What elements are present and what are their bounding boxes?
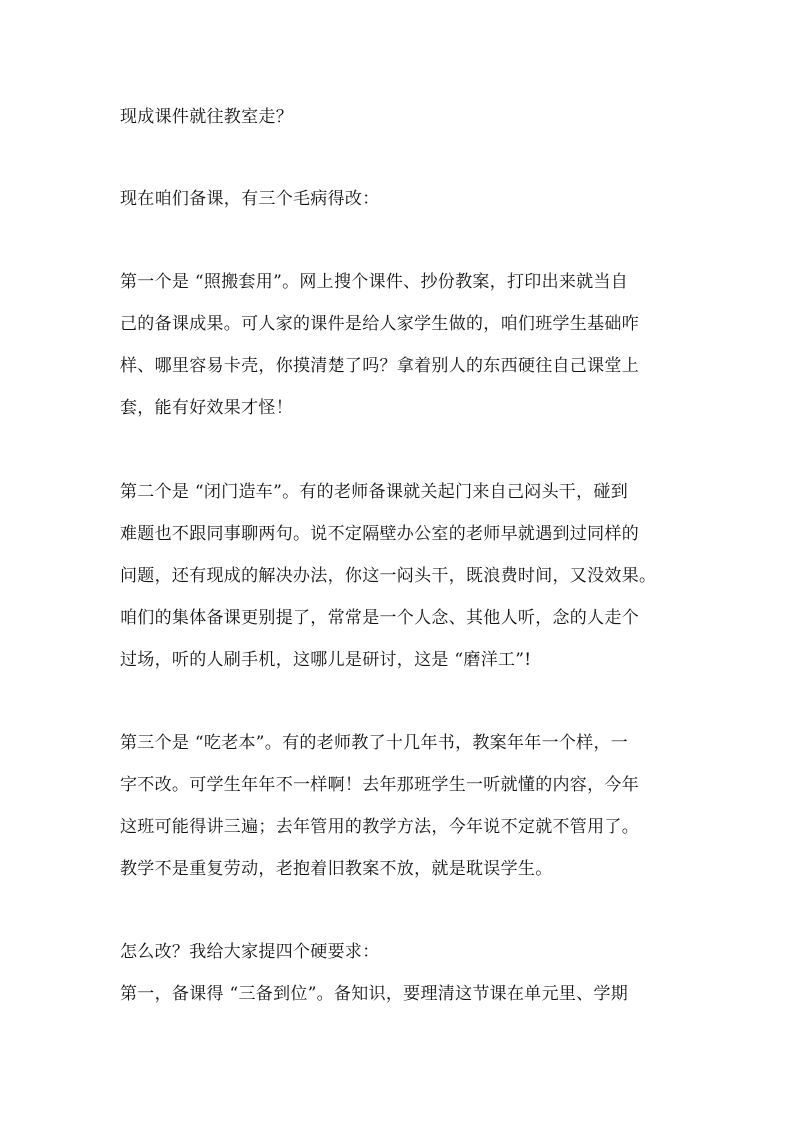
text-line: 套，能有好效果才怪！ <box>120 398 293 418</box>
text-line: 第二个是 “闭门造车”。有的老师备课就关起门来自己闷头干，碰到 <box>120 482 629 502</box>
text-line: 字不改。可学生年年不一样啊！去年那班学生一听就懂的内容，今年 <box>120 775 639 795</box>
text-line: 现在咱们备课，有三个毛病得改： <box>120 189 380 209</box>
text-line: 咱们的集体备课更别提了，常常是一个人念、其他人听，念的人走个 <box>120 608 639 628</box>
text-line: 教学不是重复劳动，老抱着旧教案不放，就是耽误学生。 <box>120 859 553 879</box>
text-line: 第一，备课得 “三备到位”。备知识，要理清这节课在单元里、学期 <box>120 984 629 1004</box>
text-line: 第一个是 “照搬套用”。网上搜个课件、抄份教案，打印出来就当自 <box>120 272 629 292</box>
text-line: 问题，还有现成的解决办法，你这一闷头干，既浪费时间，又没效果。 <box>120 566 657 586</box>
text-line: 过场，听的人刷手机，这哪儿是研讨，这是 “磨洋工”! <box>120 650 532 670</box>
text-line: 现成课件就往教室走？ <box>120 107 293 127</box>
text-line: 难题也不跟同事聊两句。说不定隔壁办公室的老师早就遇到过同样的 <box>120 524 639 544</box>
text-line: 这班可能得讲三遍；去年管用的教学方法，今年说不定就不管用了。 <box>120 817 639 837</box>
text-line: 己的备课成果。可人家的课件是给人家学生做的，咱们班学生基础咋 <box>120 314 639 334</box>
text-line: 样、哪里容易卡壳，你摸清楚了吗？拿着别人的东西硬往自己课堂上 <box>120 356 639 376</box>
text-line: 第三个是 “吃老本”。有的老师教了十几年书，教案年年一个样，一 <box>120 733 629 753</box>
text-line: 怎么改？我给大家提四个硬要求： <box>120 942 380 962</box>
